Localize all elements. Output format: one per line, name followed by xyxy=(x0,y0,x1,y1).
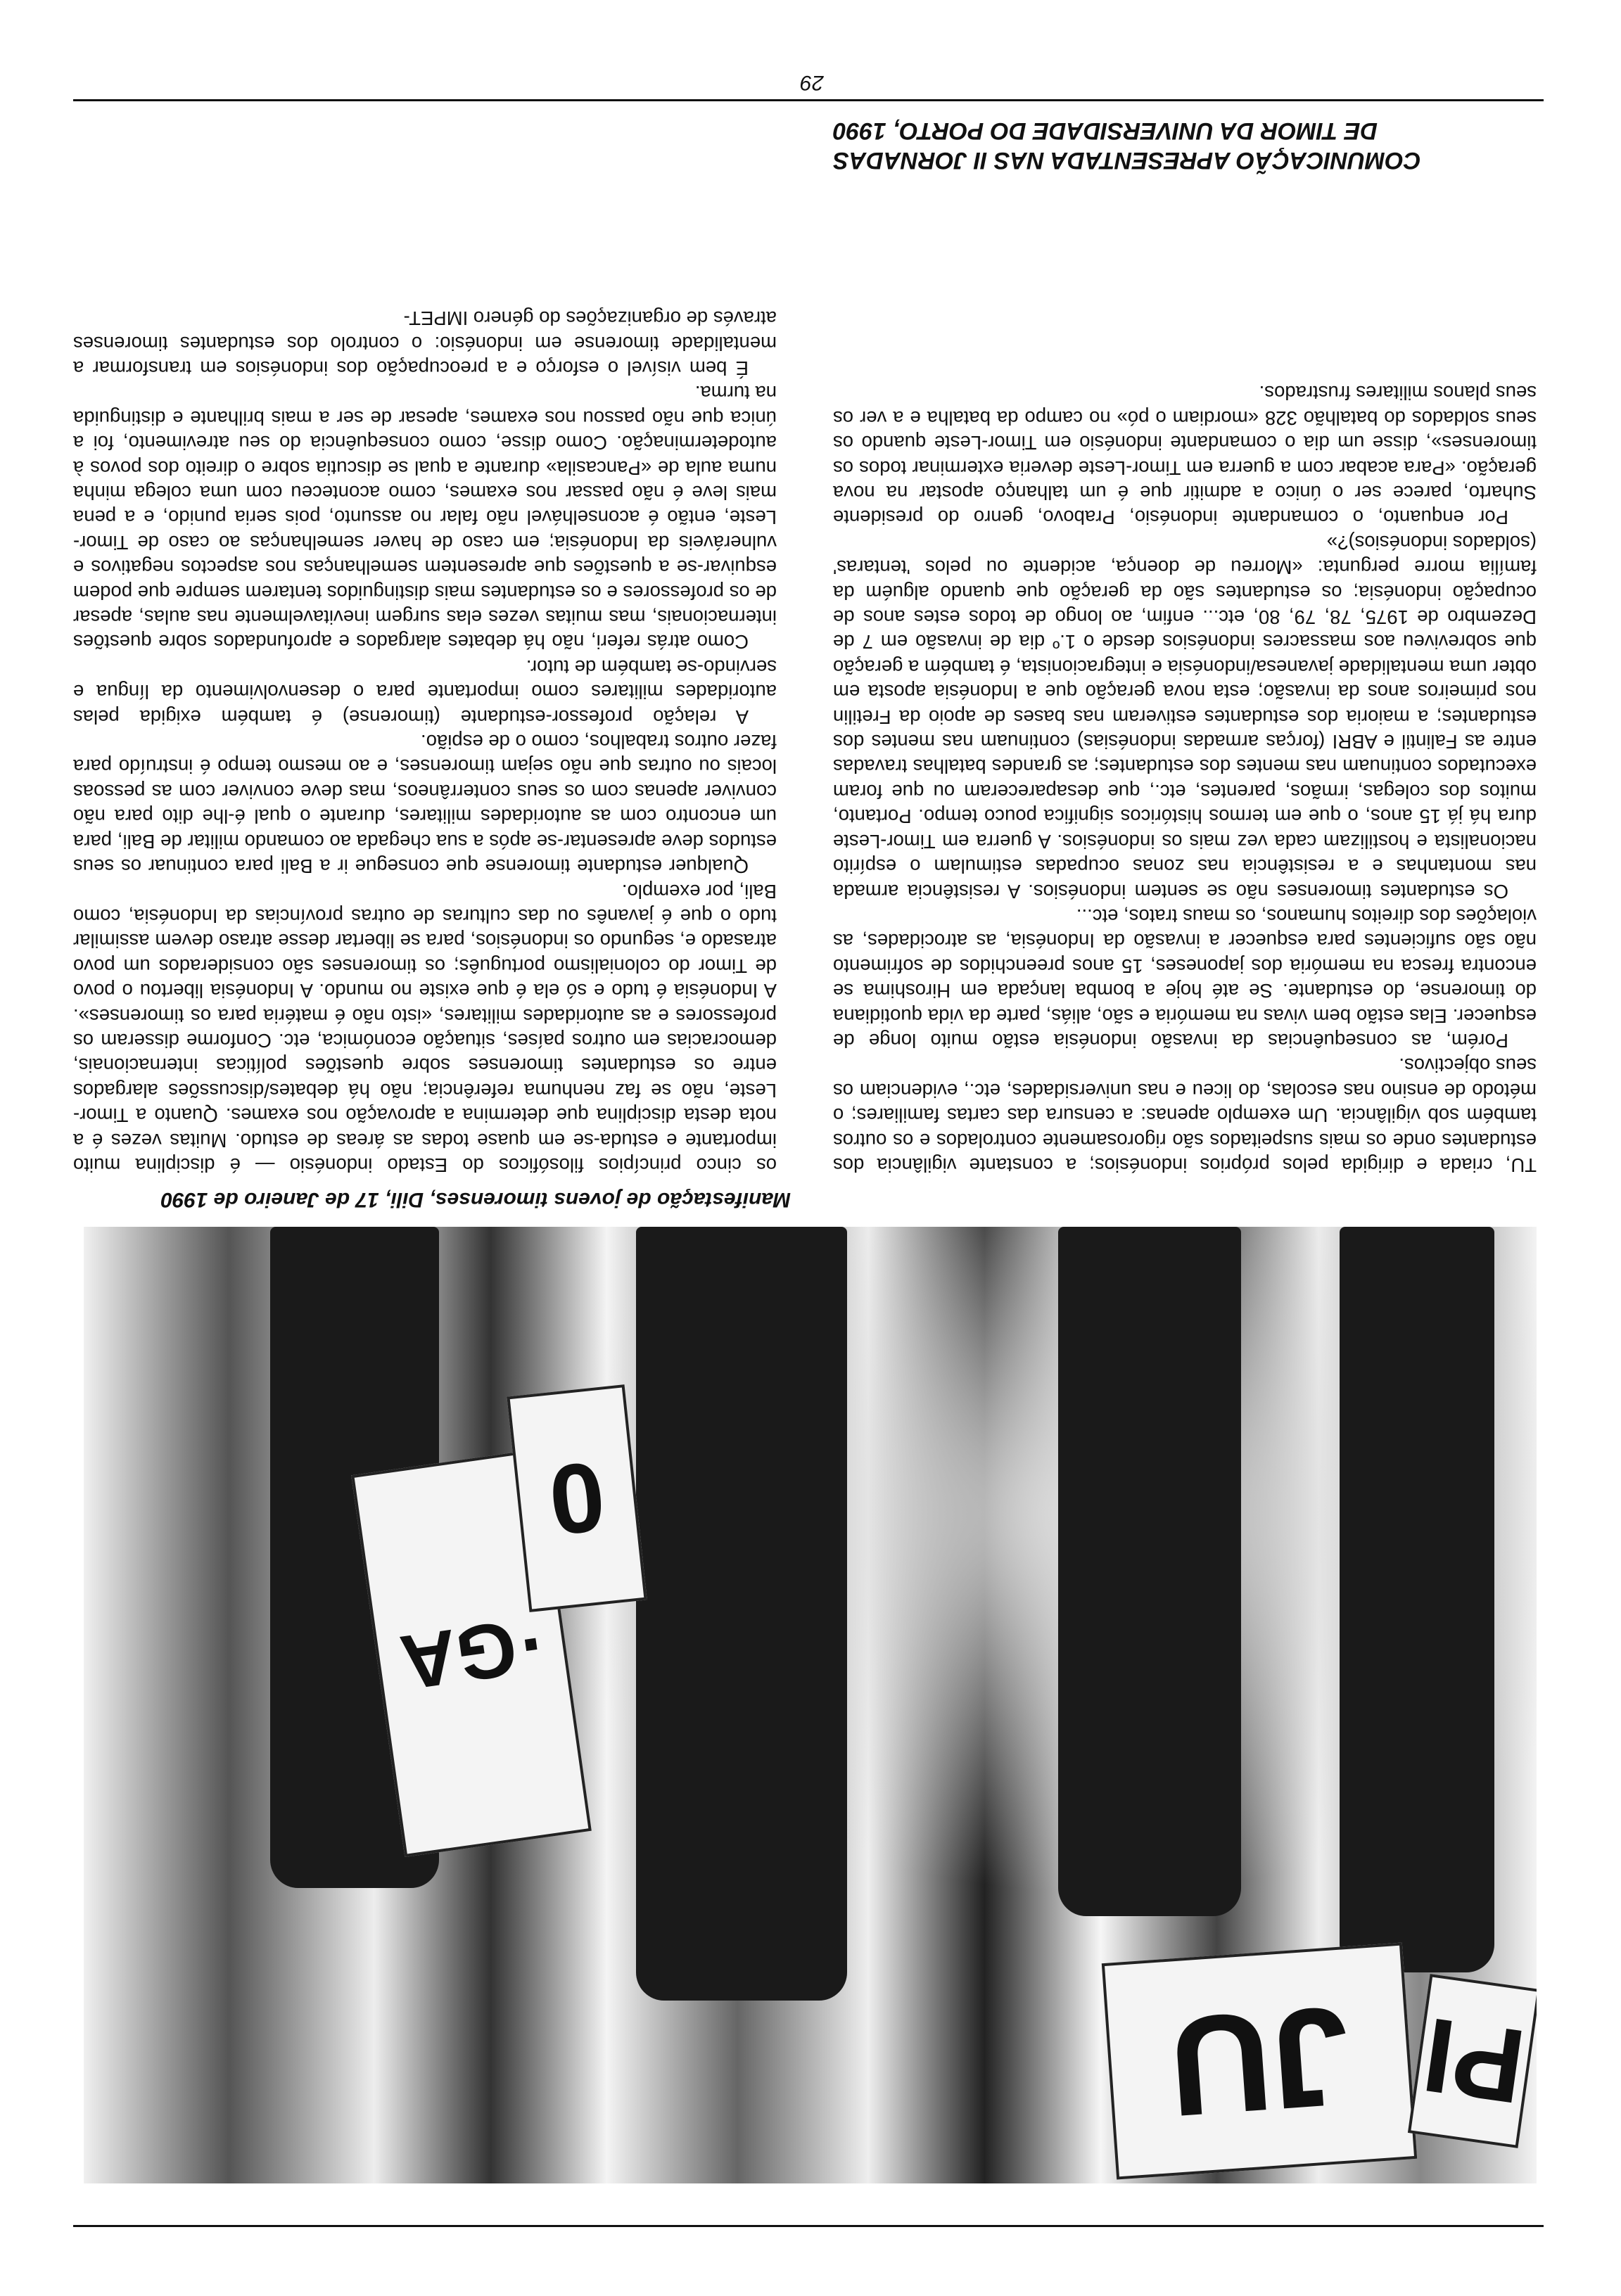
paragraph: É bem visível o esforço e a preocupação dos indonésios em transformar a mentalidade timorense em indonésio: o controlo dos estudantes timorenses através de organizações do género IMPET- xyxy=(73,307,777,379)
credit-line: DE TIMOR DA UNIVERSIDADE DO PORTO, 1990 xyxy=(833,117,1378,144)
photo-figure xyxy=(1058,1227,1241,1916)
credit-line: COMUNICAÇÃO APRESENTADA NAS II JORNADAS xyxy=(833,147,1421,174)
text-column-left xyxy=(73,306,777,1178)
paragraph: Porém, as consequências da invasão indonésia estão muito longe de esquecer. Elas estão bem vivas na memória e são, aliás, parte da vida quotidiana do timorense, do estudante. Se até hoje a bomba lançada em Hiroshima se encontra fresca na memória dos japoneses, 15 anos preenchidos de sofrimento não são suficientes para esquecer a invasão da Indonésia, as atrocidades, as violações dos direitos humanos, os maus tratos, etc... xyxy=(833,905,1537,1052)
paragraph: Por enquanto, o comandante indonésio, Prabovo, genro do presidente Suharto, parece ser o único a admitir que é um talhanço apostar na nova geração. «Para acabar com a guerra em Timor-Leste deveria exterminar todos os timorenses», disse um dia o comandante indonésio em Timor-Leste quando os seus soldados do batalhão 328 «mordiam o pó» no campo da batalha e a ver os seus planos militares frustrados. xyxy=(833,382,1537,529)
paragraph: Qualquer estudante timorense que consegue ir a Bali para continuar os seus estudos deve apresentar-se após a sua chegada ao comando militar de Bali, para um encontro com as autoridades militares, durante o qual é-lhe dito para não conviver apenas com os seus conterrâneos, mas deve conviver com as pessoas locais ou outras que não sejam timorenses, e ao mesmo tempo é instruído para fazer outros trabalhos, como o de espião. xyxy=(73,731,777,878)
paragraph: A relação professor-estudante (timorense) é também exigida pelas autoridades militares como importante para o desenvolvimento da língua e servindo-se também de tutor. xyxy=(73,656,777,728)
photo-placard: PI xyxy=(1408,1974,1537,2148)
paragraph: Os estudantes timorenses não se sentem indonésios. A resistência armada nas montanhas e a resistência nas zonas ocupadas estimulam o espírito nacionalista e hostilizam cada vez mais os indonésios. A guerra em Timor-Leste dura há já 15 anos, o que em termos históricos significa pouco tempo. Portanto, muitos dos colegas, irmãos, parentes, etc., que desapareceram ou que foram executados continuam nas mentes dos estudantes; as grandes batalhas travadas entre as Falintil e ABRI (forças armadas indonésias) continuam nas mentes dos estudantes; a maioria dos estudantes estiveram nas bases de apoio da Fretilin nos primeiros anos da invasão; esta nova geração que a Indonésia aposta em obter uma mentalidade javanesa/indonésia e integracionista, é também a geração que sobreviveu aos massacres indonésios desde o 1.º dia de invasão em 7 de Dezembro de 1975, 78, 79, 80, etc... enfim, ao longo de todos estes anos de ocupação indonésia; os estudantes são da geração que quando alguém da família morre pergunta: «Morreu de doença, acidente ou pelos 'tentaras' (soldados indonésios)?» xyxy=(833,531,1537,903)
demonstration-photo xyxy=(84,1227,1537,2183)
text-column-right xyxy=(833,381,1537,1178)
top-rule xyxy=(73,2225,1544,2227)
photo-figure xyxy=(636,1227,847,2001)
photo-placard: JU xyxy=(1102,1942,1417,2179)
source-credit xyxy=(833,116,1537,175)
page-number: 29 xyxy=(800,71,824,94)
paragraph: TU, criada e dirigida pelos próprios indonésios; a constante vigilância dos estudantes onde os mais suspeitados são rigorosamente controlados e os outros também sob vigilância. Um exemplo apenas: a censura das cartas familiares; o método de ensino nas escolas, do liceu e nas universidades, etc., evidenciam os seus objectivos. xyxy=(833,1054,1537,1176)
bottom-rule xyxy=(73,99,1544,101)
paragraph: Como atrás referi, não há debates alargados e aprofundados sobre questões internacionais, mas muitas vezes elas surgem inevitavelmente nas aulas, apesar de os professores e os estudantes mais distinguidos tentarem sempre que podem esquivar-se a questões que apresentem semelhanças nos aspectos negativos e vulneráveis da Indonésia; em caso de haver semelhanças ao caso de Timor-Leste, então é aconselhável não falar no assunto, pois seria punido, e a pena mais leve é não passar nos exames, como aconteceu com uma colega minha numa aula de «Pancasila» durante a qual se discutia sobre o direito dos povos à autodeterminação. Como disse, como consequência do seu atrevimento, foi a única que não passou nos exames, apesar de ser a mais brilhante e distinguida na turma. xyxy=(73,382,777,653)
paragraph: os cinco princípios filosóficos do Estado indonésio — é disciplina muito importante e estuda-se em quase todas as áreas de estudo. Muitas vezes é a nota desta disciplina que determina a aprovação nos exames. Quanto a Timor-Leste, não se faz nenhuma referência; não há debates/discussões alargados entre os estudantes timorenses sobre questões políticas internacionais, democracias em outros países, situação económica, etc. Conforme disseram os professores e as autoridades militares, «isto não é matéria para os timorenses». A Indonésia é tudo e só ela é que existe no mundo. A Indonésia libertou o povo de Timor do colonialismo português; os timorenses são considerados um povo atrasado e, segundo os indonésios, para se libertar desse atraso devem assimilar tudo o que é javanês ou das culturas de outras províncias da Indonésia, como Bali, por exemplo. xyxy=(73,880,777,1176)
photo-caption: Manifestação de jovens timorenses, Dili, 17 de Janeiro de 1990 xyxy=(160,1188,791,1211)
photo-placard: ·GA xyxy=(351,1449,592,1857)
photo-figure xyxy=(1340,1227,1494,1972)
photo-placard: 0 xyxy=(507,1384,647,1612)
